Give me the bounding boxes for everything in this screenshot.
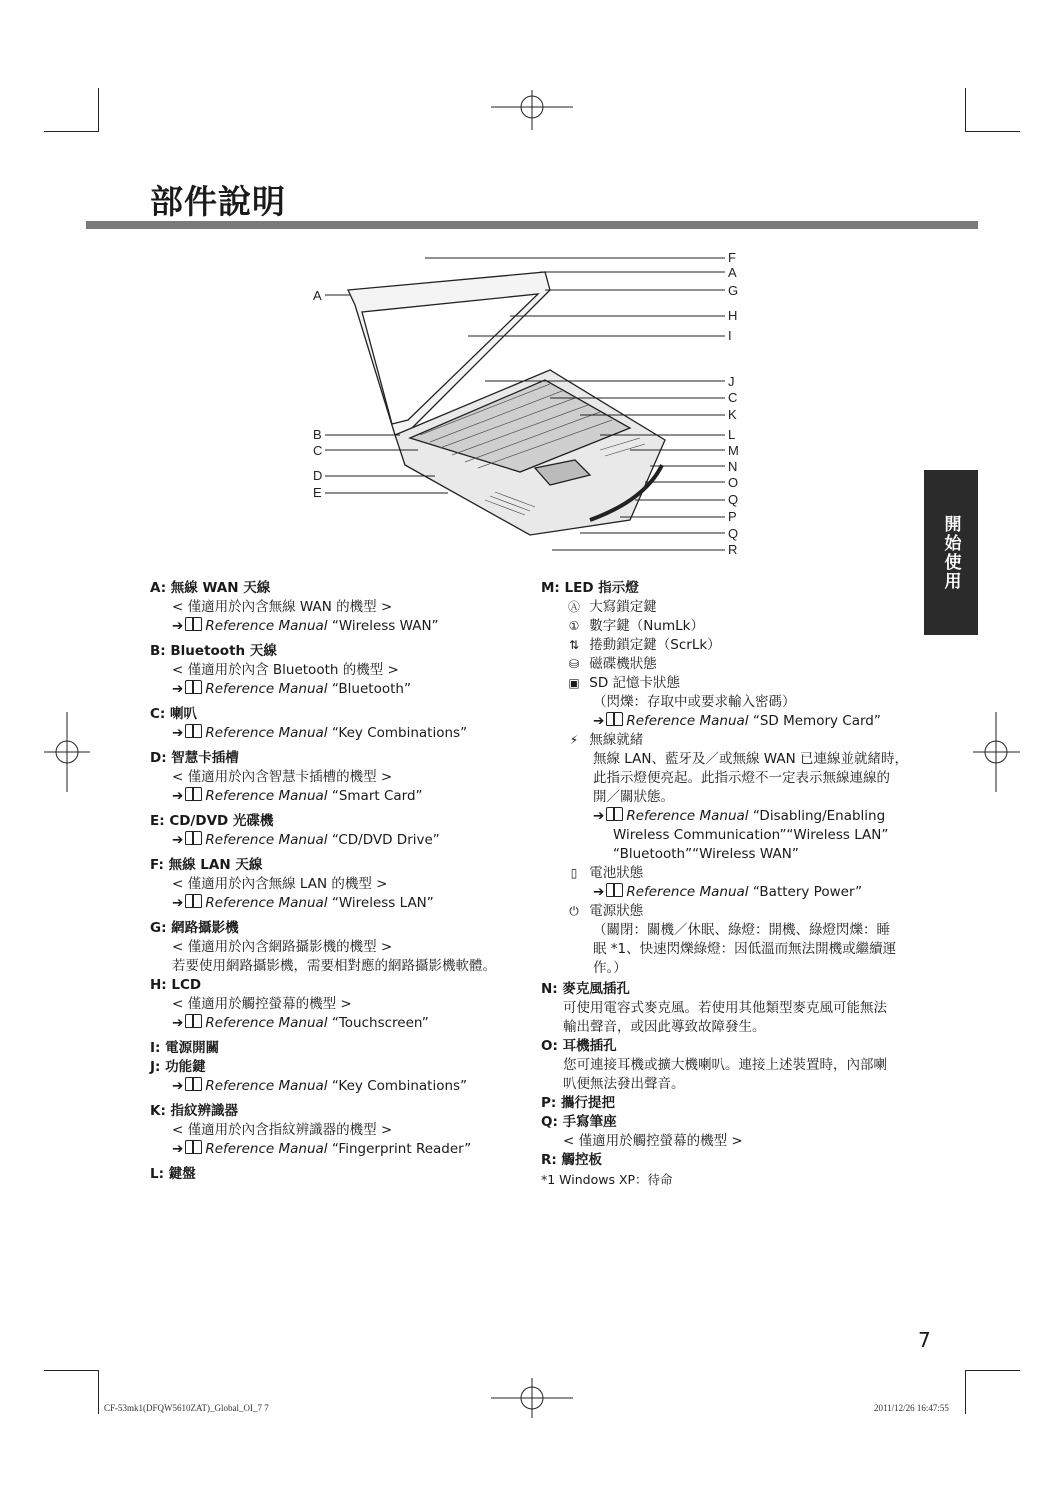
- book-icon: [185, 831, 202, 845]
- battery-icon: ▯: [570, 866, 578, 880]
- item-heading: M: LED 指示燈: [541, 580, 639, 596]
- item-text: （關閉：關機／休眠、綠燈：開機、綠燈閃爍：睡: [593, 922, 890, 938]
- led-disk-row: ⛁ 磁碟機狀態: [541, 655, 921, 674]
- callout-label: H: [728, 308, 738, 323]
- manual-reference-cont: Wireless Communication”“Wireless LAN”: [613, 827, 889, 843]
- arrow-icon: ➔: [172, 788, 184, 804]
- section-tab-label: 開始使用: [940, 514, 961, 591]
- item-heading: F: 無線 LAN 天線: [150, 857, 263, 873]
- book-icon: [185, 1077, 202, 1091]
- item-text: 開／關狀態。: [593, 789, 674, 805]
- power-icon: ⏻: [569, 904, 579, 918]
- callout-label: D: [313, 468, 323, 483]
- callout-label: F: [728, 250, 736, 265]
- led-wireless-row: ⚡ 無線就緒: [541, 731, 921, 750]
- book-icon: [185, 680, 202, 694]
- wireless-icon: ⚡: [569, 733, 579, 747]
- manual-reference: ➔ Reference Manual “Wireless LAN”: [172, 895, 434, 911]
- item-heading: B: Bluetooth 天線: [150, 643, 277, 659]
- item-note: < 僅適用於內含無線 LAN 的機型 >: [172, 876, 388, 892]
- arrow-icon: ➔: [593, 713, 605, 729]
- item-text: 叭便無法發出聲音。: [563, 1076, 685, 1092]
- book-icon: [606, 807, 623, 821]
- item-text: 無線 LAN、藍牙及／或無線 WAN 已連線並就緒時，: [593, 751, 908, 767]
- item-text: 眠 *1、快速閃爍綠燈：因低溫而無法開機或繼續運: [593, 941, 897, 957]
- manual-reference-cont: “Bluetooth”“Wireless WAN”: [613, 846, 799, 862]
- item-heading: J: 功能鍵: [150, 1059, 206, 1075]
- title-rule: [86, 221, 978, 229]
- callout-label: Q: [728, 492, 739, 507]
- page-number: 7: [918, 1328, 931, 1352]
- item-note: < 僅適用於內含無線 WAN 的機型 >: [172, 599, 393, 615]
- item-text: 若要使用網路攝影機，需要相對應的網路攝影機軟體。: [172, 958, 496, 974]
- item-heading: L: 鍵盤: [150, 1166, 196, 1182]
- laptop-diagram: [300, 250, 750, 560]
- book-icon: [185, 894, 202, 908]
- arrow-icon: ➔: [172, 1078, 184, 1094]
- parts-list-right: [541, 573, 921, 1189]
- arrow-icon: ➔: [172, 832, 184, 848]
- led-power-row: ⏻ 電源狀態: [541, 902, 921, 921]
- parts-list-left: [150, 573, 530, 1184]
- callout-label: E: [313, 485, 322, 500]
- item-text: 您可連接耳機或擴大機喇叭。連接上述裝置時，內部喇: [563, 1057, 887, 1073]
- book-icon: [185, 1140, 202, 1154]
- callout-label: L: [728, 427, 736, 442]
- item-heading: P: 攜行提把: [541, 1095, 615, 1111]
- callout-label: I: [728, 328, 732, 343]
- item-heading: E: CD/DVD 光碟機: [150, 813, 274, 829]
- book-icon: [185, 724, 202, 738]
- sd-card-icon: ▣: [568, 676, 580, 690]
- callout-label: A: [313, 288, 322, 303]
- led-sd-row: ▣ SD 記憶卡狀態: [541, 674, 921, 693]
- callout-label: O: [728, 475, 739, 490]
- manual-reference: ➔ Reference Manual “Key Combinations”: [172, 725, 468, 741]
- caps-lock-icon: Ⓐ: [567, 600, 580, 614]
- led-num-row: ① 數字鍵（NumLk）: [541, 617, 921, 636]
- book-icon: [606, 712, 623, 726]
- item-heading: R: 觸控板: [541, 1152, 602, 1168]
- item-note: < 僅適用於內含指紋辨識器的機型 >: [172, 1122, 393, 1138]
- arrow-icon: ➔: [172, 618, 184, 634]
- led-scroll-row: ⇅ 捲動鎖定鍵（ScrLk）: [541, 636, 921, 655]
- arrow-icon: ➔: [172, 895, 184, 911]
- item-note: < 僅適用於觸控螢幕的機型 >: [172, 996, 352, 1012]
- callout-label: M: [728, 443, 739, 458]
- book-icon: [185, 617, 202, 631]
- section-tab: [924, 470, 978, 635]
- item-note: < 僅適用於內含智慧卡插槽的機型 >: [172, 769, 393, 785]
- item-note: < 僅適用於內含網路攝影機的機型 >: [172, 939, 393, 955]
- footer-file-info: CF-53mk1(DFQW5610ZAT)_Global_OI_7 7: [104, 1403, 269, 1413]
- footer-timestamp: 2011/12/26 16:47:55: [874, 1403, 949, 1413]
- page-title: 部件說明: [150, 182, 286, 221]
- item-heading: Q: 手寫筆座: [541, 1114, 617, 1130]
- item-note: （閃爍：存取中或要求輸入密碼）: [593, 694, 796, 710]
- item-heading: H: LCD: [150, 977, 202, 993]
- item-note: < 僅適用於觸控螢幕的機型 >: [563, 1133, 743, 1149]
- arrow-icon: ➔: [593, 884, 605, 900]
- item-heading: N: 麥克風插孔: [541, 981, 630, 997]
- arrow-icon: ➔: [593, 808, 605, 824]
- callout-label: C: [728, 390, 738, 405]
- manual-reference: ➔ Reference Manual “Bluetooth”: [172, 681, 411, 697]
- arrow-icon: ➔: [172, 1141, 184, 1157]
- callout-label: G: [728, 283, 739, 298]
- arrow-icon: ➔: [172, 1015, 184, 1031]
- callout-label: B: [313, 427, 322, 442]
- book-icon: [185, 787, 202, 801]
- scroll-lock-icon: ⇅: [568, 638, 580, 652]
- callout-label: J: [728, 374, 735, 389]
- item-heading: I: 電源開關: [150, 1040, 220, 1056]
- callout-label: A: [728, 265, 737, 280]
- item-heading: A: 無線 WAN 天線: [150, 580, 271, 596]
- led-battery-row: ▯ 電池狀態: [541, 864, 921, 883]
- item-text: 作。）: [593, 960, 627, 976]
- callout-label: R: [728, 542, 738, 557]
- item-text: 輸出聲音，或因此導致故障發生。: [563, 1019, 766, 1035]
- item-heading: O: 耳機插孔: [541, 1038, 617, 1054]
- book-icon: [606, 883, 623, 897]
- manual-reference: ➔ Reference Manual “SD Memory Card”: [593, 713, 881, 729]
- book-icon: [185, 1014, 202, 1028]
- manual-reference: ➔ Reference Manual “Touchscreen”: [172, 1015, 429, 1031]
- footnote: *1 Windows XP：待命: [541, 1172, 673, 1187]
- item-heading: K: 指紋辨識器: [150, 1103, 239, 1119]
- manual-reference: ➔ Reference Manual “Smart Card”: [172, 788, 423, 804]
- item-text: 可使用電容式麥克風。若使用其他類型麥克風可能無法: [563, 1000, 887, 1016]
- disk-icon: ⛁: [568, 657, 580, 671]
- callout-label: Q: [728, 526, 739, 541]
- item-text: 此指示燈便亮起。此指示燈不一定表示無線連線的: [593, 770, 890, 786]
- manual-reference: ➔ Reference Manual “Battery Power”: [593, 884, 863, 900]
- manual-reference: ➔ Reference Manual “Key Combinations”: [172, 1078, 468, 1094]
- item-heading: C: 喇叭: [150, 706, 198, 722]
- arrow-icon: ➔: [172, 681, 184, 697]
- item-heading: D: 智慧卡插槽: [150, 750, 239, 766]
- manual-reference: ➔ Reference Manual “Wireless WAN”: [172, 618, 439, 634]
- callout-label: K: [728, 407, 737, 422]
- num-lock-icon: ①: [568, 619, 580, 633]
- arrow-icon: ➔: [172, 725, 184, 741]
- manual-reference: ➔ Reference Manual “CD/DVD Drive”: [172, 832, 440, 848]
- callout-label: P: [728, 509, 737, 524]
- item-note: < 僅適用於內含 Bluetooth 的機型 >: [172, 662, 399, 678]
- manual-reference: ➔ Reference Manual “Disabling/Enabling: [593, 808, 886, 824]
- manual-reference: ➔ Reference Manual “Fingerprint Reader”: [172, 1141, 472, 1157]
- callout-label: C: [313, 443, 323, 458]
- callout-label: N: [728, 459, 738, 474]
- item-heading: G: 網路攝影機: [150, 920, 239, 936]
- led-caps-row: Ⓐ 大寫鎖定鍵: [541, 598, 921, 617]
